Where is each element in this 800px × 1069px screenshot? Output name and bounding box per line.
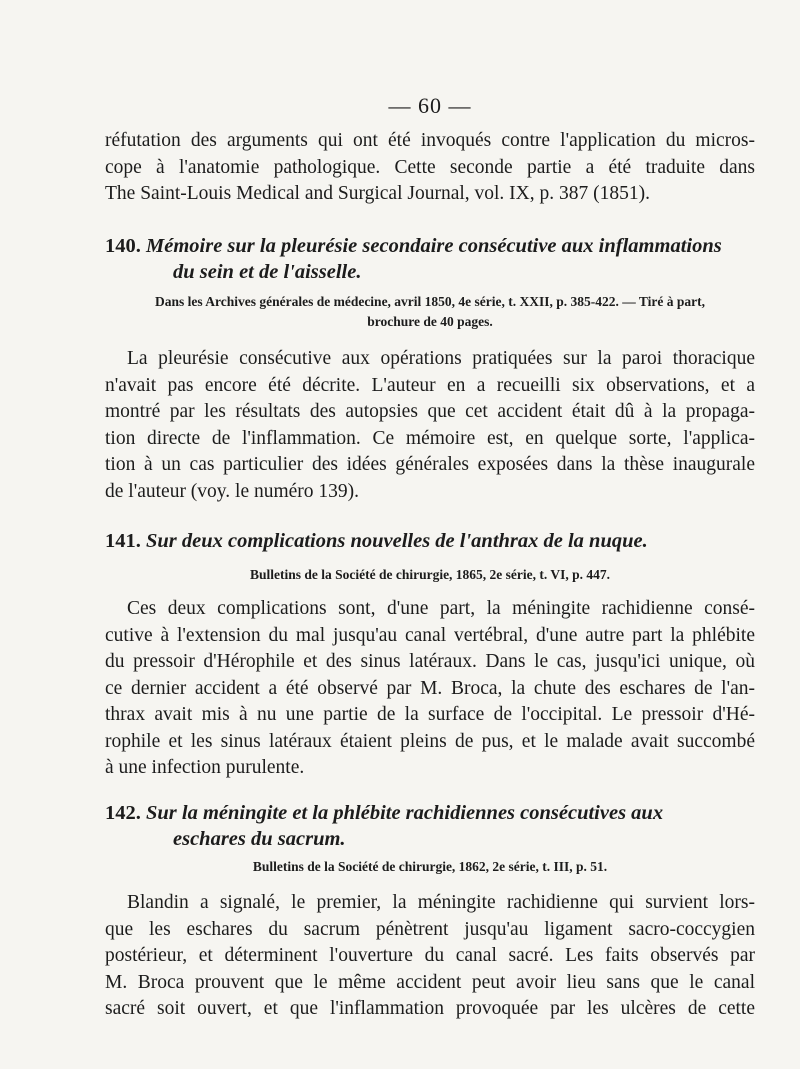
section-141-body	[105, 596, 755, 782]
section-142-body	[105, 890, 755, 1023]
section-title: Mémoire sur la pleurésie secondaire consécutive aux inflammations	[146, 235, 722, 257]
reference-line: Bulletins de la Société de chirurgie, 1865, 2e série, t. VI, p. 447.	[249, 567, 611, 582]
text-line: ce dernier accident a été observé par M. Broca, la chute des eschares de l'an-	[105, 677, 755, 699]
text-line: M. Broca prouvent que le même accident peut avoir lieu sans que le canal	[105, 971, 755, 993]
section-number: 141.	[105, 530, 141, 552]
text-line: Ces deux complications sont, d'une part, la méningite rachidienne consé-	[127, 598, 755, 619]
section-number: 142.	[105, 802, 141, 824]
text-line: cutive à l'extension du mal jusqu'au canal vertébral, d'une autre part la phlébite	[105, 624, 755, 646]
section-title-continued: eschares du sacrum.	[173, 828, 346, 850]
text-line: tion à un cas particulier des idées générales exposées dans la thèse inaugurale	[105, 454, 755, 475]
text-line: Blandin a signalé, le premier, la méningite rachidienne qui survient lors-	[127, 892, 755, 913]
section-title: Sur deux complications nouvelles de l'anthrax de la nuque.	[146, 530, 648, 552]
section-140-heading	[105, 233, 755, 285]
text-line: rophile et les sinus latéraux étaient pleins de pus, et le malade avait succombé	[105, 730, 755, 752]
text-line: The Saint-Louis Medical and Surgical Journal, vol. IX, p. 387 (1851).	[105, 183, 651, 204]
text-line: que les eschares du sacrum pénètrent jusqu'au ligament sacro-coccygien	[105, 918, 755, 940]
text-line: sacré soit ouvert, et que l'inflammation provoquée par les ulcères de cette	[105, 998, 755, 1019]
section-number: 140.	[105, 235, 141, 257]
intro-paragraph	[105, 128, 755, 208]
reference-line: Dans les Archives générales de médecine, avril 1850, 4e série, t. XXII, p. 385-422. — Tiré à part,	[154, 294, 706, 309]
text-line: à une infection purulente.	[105, 757, 305, 778]
text-line: n'avait pas encore été décrite. L'auteur en a recueilli six observations, et a	[105, 374, 755, 396]
text-line: du pressoir d'Hérophile et des sinus latéraux. Dans le cas, jusqu'ici unique, où	[105, 651, 755, 672]
text-line: postérieur, et déterminent l'ouverture du canal sacré. Les faits observés par	[105, 945, 755, 966]
text-line: réfutation des arguments qui ont été invoqués contre l'application du micros-	[105, 130, 755, 151]
section-142-heading	[105, 800, 755, 852]
reference-line: Bulletins de la Société de chirurgie, 1862, 2e série, t. III, p. 51.	[252, 859, 608, 874]
section-142-reference	[105, 857, 755, 877]
section-140-body	[105, 346, 755, 505]
text-line: thrax avait mis à nu une partie de la surface de l'occipital. Le pressoir d'Hé-	[105, 704, 755, 725]
text-line: La pleurésie consécutive aux opérations pratiquées sur la paroi thoracique	[127, 348, 755, 369]
text-line: tion directe de l'inflammation. Ce mémoire est, en quelque sorte, l'applica-	[105, 427, 755, 449]
reference-line: brochure de 40 pages.	[367, 314, 493, 329]
section-title-continued: du sein et de l'aisselle.	[173, 261, 362, 283]
text-line: montré par les résultats des autopsies que cet accident était dû à la propaga-	[105, 401, 755, 422]
section-141-heading	[105, 528, 755, 554]
page-number: — 60 —	[388, 93, 472, 118]
text-line: cope à l'anatomie pathologique. Cette seconde partie a été traduite dans	[105, 156, 755, 178]
text-line: de l'auteur (voy. le numéro 139).	[105, 480, 360, 502]
section-title: Sur la méningite et la phlébite rachidiennes consécutives aux	[146, 802, 664, 824]
section-140-reference	[105, 292, 755, 332]
section-141-reference	[105, 565, 755, 585]
